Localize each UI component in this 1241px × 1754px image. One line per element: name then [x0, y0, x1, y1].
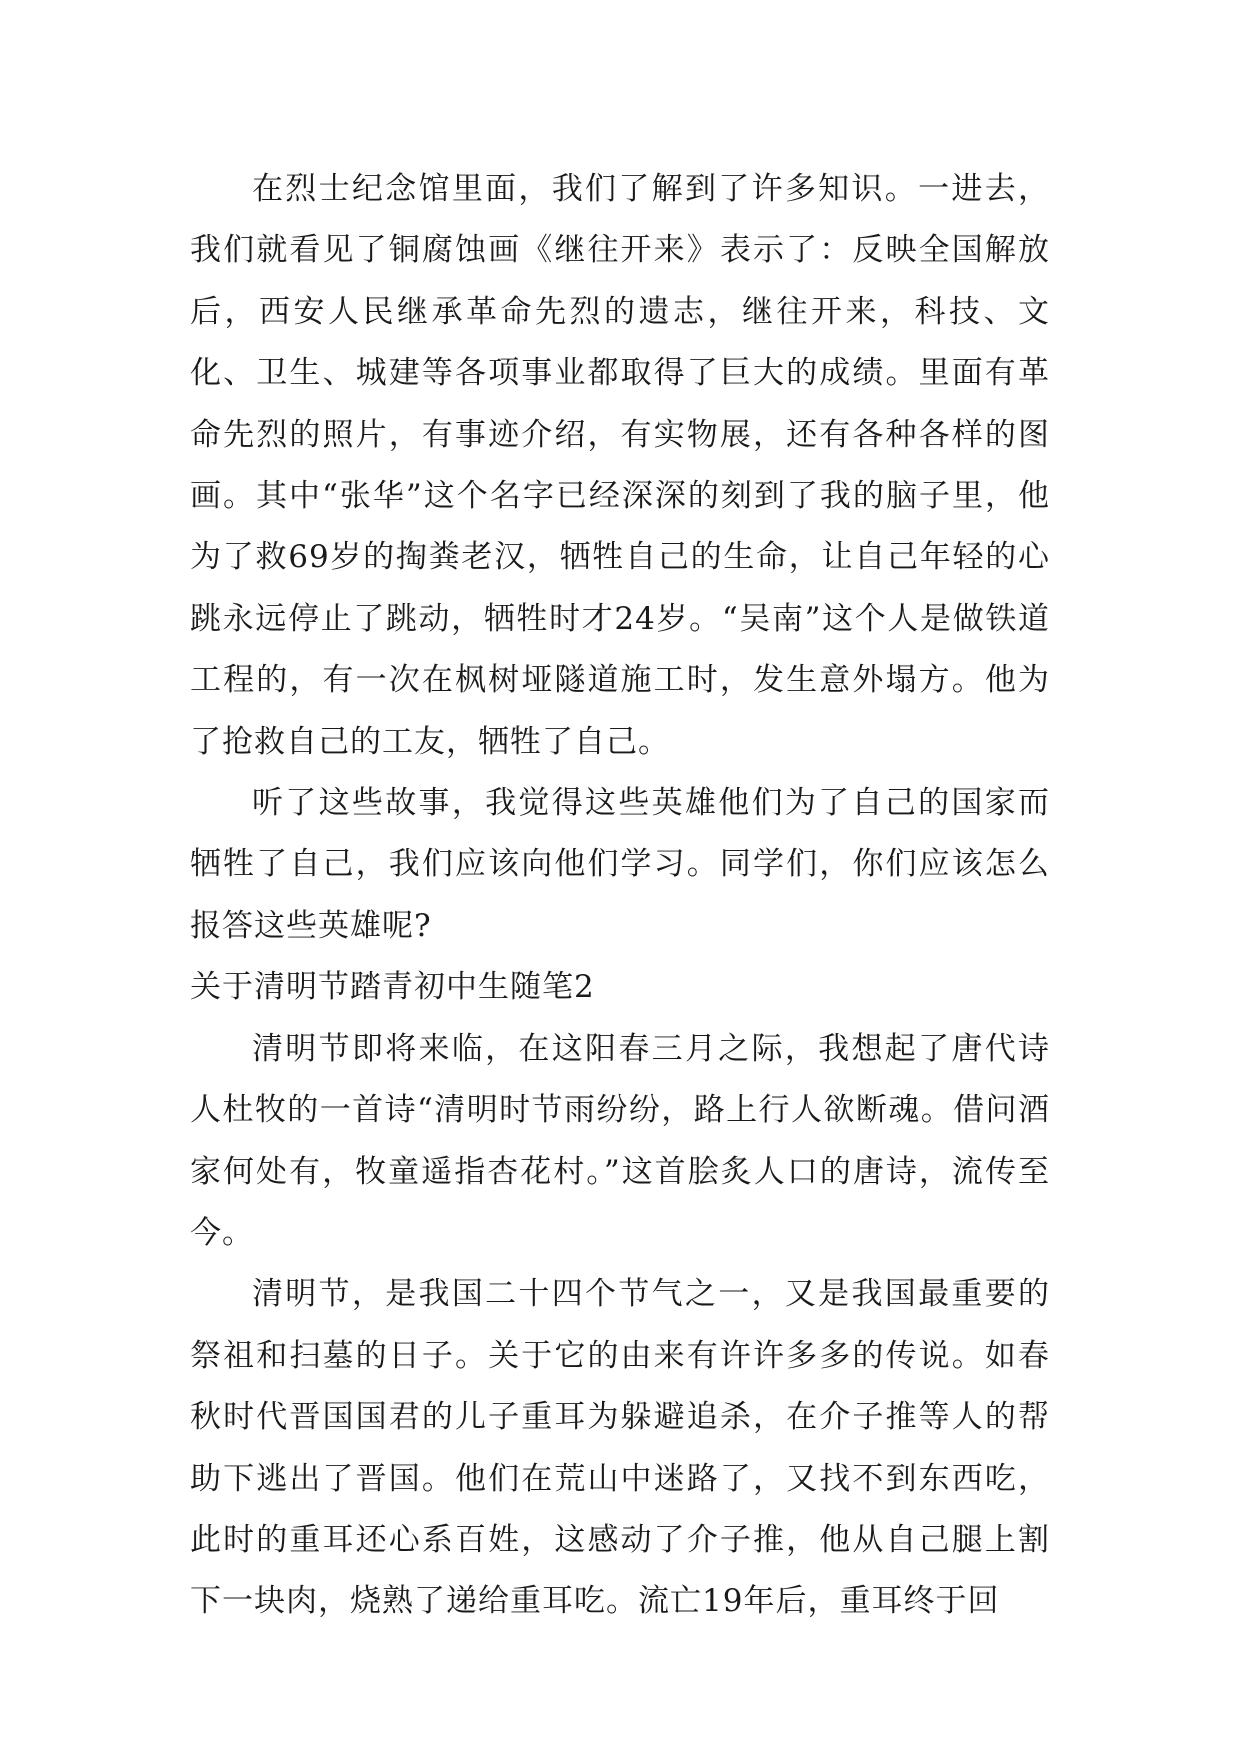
paragraph-qingming-poem: 清明节即将来临，在这阳春三月之际，我想起了唐代诗人杜牧的一首诗“清明时节雨纷纷，路上行人欲断魂。借问酒家何处有，牧童遥指杏花村。”这首脍炙人口的唐诗，流传至今。 [190, 1030, 1050, 1251]
paragraph-memorial-hall: 在烈士纪念馆里面，我们了解到了许多知识。一进去，我们就看见了铜腐蚀画《继往开来》表示了：反映全国解放后，西安人民继承革命先烈的遗志，继往开来，科技、文化、卫生、城建等各项事业都取得了巨大的成绩。里面有革命先烈的照片，有事迹介绍，有实物展，还有各种各样的图画。其中“张华”这个名字已经深深的刻到了我的脑子里，他为了救69岁的掏粪老汉，牺牲自己的生命，让自己年轻的心跳永远停止了跳动，牺牲时才24岁。“吴南”这个人是做铁道工程的，有一次在枫树垭隧道施工时，发生意外塌方。他为了抢救自己的工友，牺牲了自己。 [190, 171, 1050, 760]
document-body [190, 159, 1050, 1633]
section-heading: 关于清明节踏青初中生随笔2 [190, 969, 595, 1006]
paragraph-heroes-reflection: 听了这些故事，我觉得这些英雄他们为了自己的国家而牺牲了自己，我们应该向他们学习。同学们，你们应该怎么报答这些英雄呢? [190, 785, 1050, 944]
paragraph-qingming-origin: 清明节，是我国二十四个节气之一，又是我国最重要的祭祖和扫墓的日子。关于它的由来有许许多多的传说。如春秋时代晋国国君的儿子重耳为躲避追杀，在介子推等人的帮助下逃出了晋国。他们在荒山中迷路了，又找不到东西吃，此时的重耳还心系百姓，这感动了介子推，他从自己腿上割下一块肉，烧熟了递给重耳吃。流亡19年后，重耳终于回 [190, 1276, 1050, 1620]
